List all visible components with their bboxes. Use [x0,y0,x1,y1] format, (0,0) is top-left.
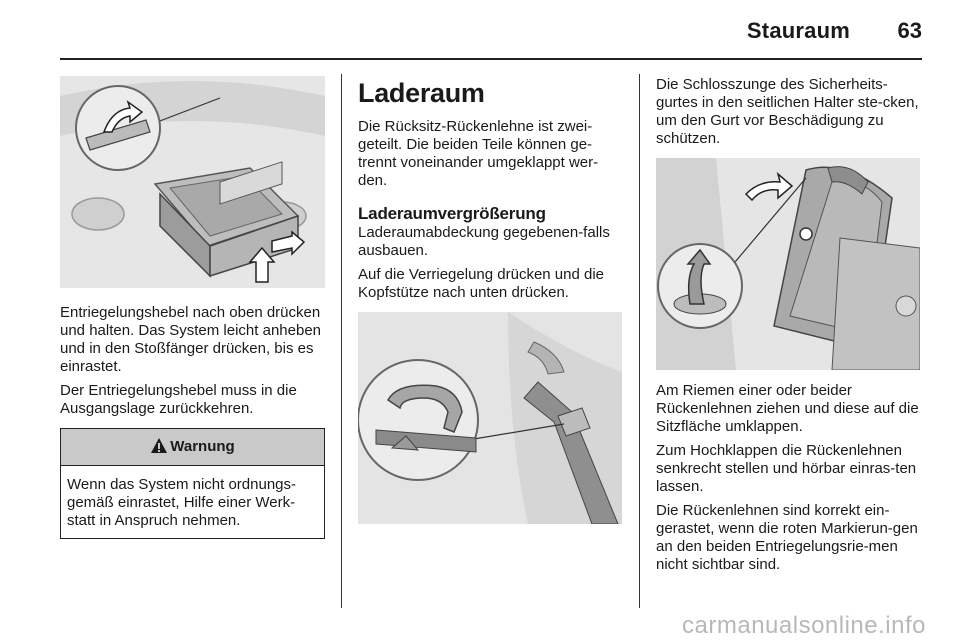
section-title: Laderaum [358,78,485,108]
paragraph: Die Rückenlehnen sind korrekt ein-gerastet, wenn die roten Markierun-gen an den beiden Entriegelungsrie-men nicht sichtbar sind. [656,502,918,573]
column-divider-left [341,74,342,608]
seat-belt-holder-illustration [358,312,622,524]
column-left [60,76,325,539]
rear-seat-fold-illustration [656,158,920,370]
header-divider [60,58,922,60]
paragraph: Zum Hochklappen die Rückenlehnen senkrecht stellen und hörbar einras-ten lassen. [656,442,917,495]
column-divider-right [639,74,640,608]
column-middle [358,76,624,524]
bicycle-carrier-illustration [60,76,325,288]
paragraph: Auf die Verriegelung drücken und die Kopfstütze nach unten drücken. [358,266,605,301]
paragraph: Entriegelungshebel nach oben drücken und halten. Das System leicht anheben und in den Stoßfänger drücken, bis es einrastet. [60,304,321,375]
warning-text: Wenn das System nicht ordnungs-gemäß einrastet, Hilfe einer Werk-statt in Anspruch nehmen. [67,476,297,529]
paragraph: Laderaumabdeckung gegebenen-falls ausbauen. [358,224,610,259]
site-watermark: carmanualsonline.info [682,612,926,639]
section-intro: Die Rücksitz-Rückenlehne ist zwei-geteilt. Die beiden Teile können ge-trennt voneinander umgeklappt wer-den. [358,118,599,189]
column-right [656,76,924,580]
running-header-title: Stauraum [746,18,850,43]
subsection-title: Laderaumvergrößerung [358,204,546,223]
warning-box [60,428,325,539]
page-number: 63 [897,18,922,43]
warning-heading-label: Warnung [170,438,235,455]
column-intro: Die Schlosszunge des Sicherheits-gurtes in den seitlichen Halter ste-cken, um den Gurt vor Beschädigung zu schützen. [656,76,919,147]
warning-triangle-icon [150,437,168,454]
warning-heading [61,429,324,466]
paragraph: Der Entriegelungshebel muss in die Ausgangslage zurückkehren. [60,382,297,417]
paragraph: Am Riemen einer oder beider Rückenlehnen ziehen und diese auf die Sitzfläche umklappen. [656,382,919,435]
